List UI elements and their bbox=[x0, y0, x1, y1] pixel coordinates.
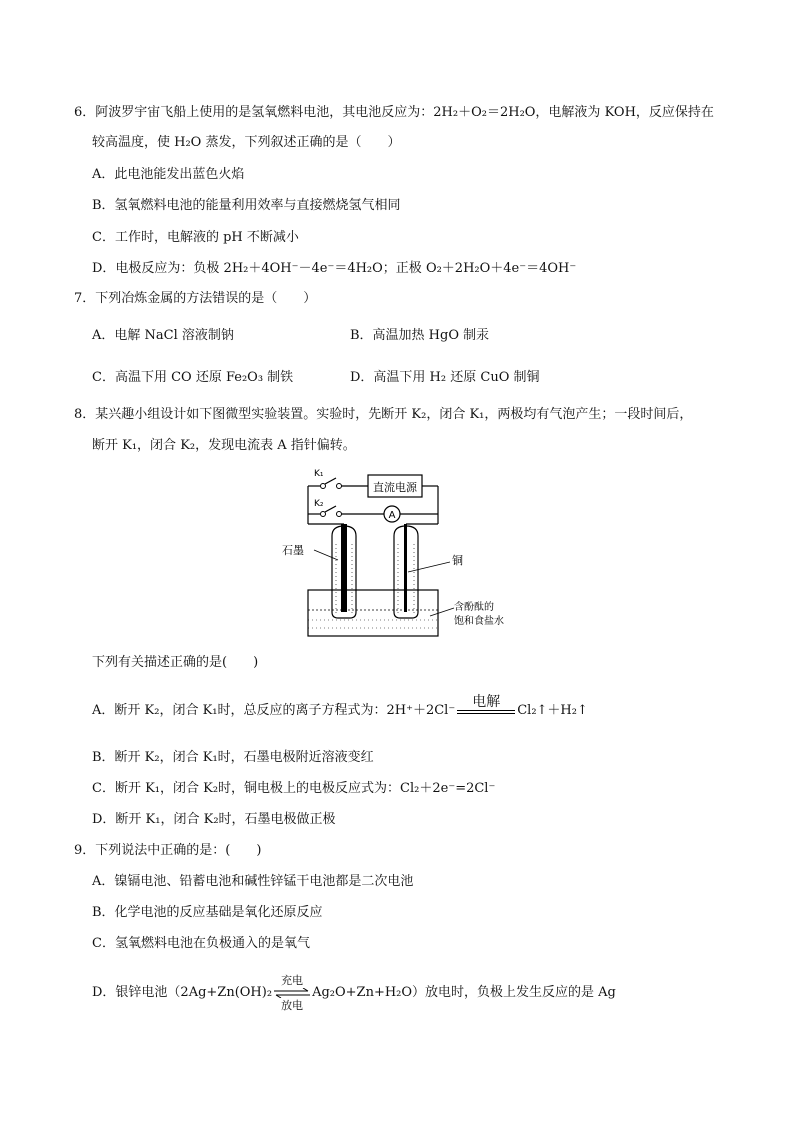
q8-stem-line1: 8．某兴趣小组设计如下图微型实验装置。实验时，先断开 K₂，闭合 K₁，两极均有气泡产生；一段时间后， bbox=[74, 407, 693, 422]
q9-stem: 9．下列说法中正确的是：( ) bbox=[74, 843, 262, 858]
q8-option-a bbox=[92, 694, 588, 721]
q7-option-c: C．高温下用 CO 还原 Fe₂O₃ 制铁 bbox=[92, 370, 294, 385]
switch-k2-label: K₂ bbox=[314, 499, 324, 509]
discharge-condition: 放电 bbox=[281, 999, 304, 1012]
ammeter-label: A bbox=[388, 510, 396, 521]
q8-stem-line2: 断开 K₁，闭合 K₂，发现电流表 A 指针偏转。 bbox=[92, 438, 356, 453]
solution-label-1: 含酚酞的 bbox=[454, 602, 494, 613]
q8-option-b: B．断开 K₂，闭合 K₁时，石墨电极附近溶液变红 bbox=[92, 750, 374, 765]
q8-option-a-left: A．断开 K₂，闭合 K₁时，总反应的离子方程式为：2H⁺＋2Cl⁻ bbox=[92, 703, 456, 718]
q9-option-a: A．镍镉电池、铅蓄电池和碱性锌锰干电池都是二次电池 bbox=[92, 874, 414, 889]
q9-option-d-left: D．银锌电池（2Ag+Zn(OH)₂ bbox=[92, 985, 273, 1000]
q7-option-d: D．高温下用 H₂ 还原 CuO 制铜 bbox=[350, 370, 540, 385]
q8-ask: 下列有关描述正确的是( ) bbox=[92, 655, 259, 670]
q6-option-a: A．此电池能发出蓝色火焰 bbox=[92, 167, 245, 182]
charge-condition: 充电 bbox=[281, 974, 304, 987]
electrolysis-apparatus-figure bbox=[280, 464, 530, 642]
q9-option-c: C．氢氧燃料电池在负极通入的是氧气 bbox=[92, 936, 310, 951]
electrolysis-condition: 电解 bbox=[472, 694, 501, 710]
copper-label: 铜 bbox=[452, 554, 463, 567]
q9-option-d bbox=[92, 974, 616, 1012]
q9-option-b: B．化学电池的反应基础是氧化还原反应 bbox=[92, 905, 323, 920]
q8-option-a-right: Cl₂↑＋H₂↑ bbox=[517, 703, 588, 718]
q6-option-b: B．氢氧燃料电池的能量利用效率与直接燃烧氢气相同 bbox=[92, 198, 401, 213]
q7-option-a: A．电解 NaCl 溶液制钠 bbox=[92, 328, 234, 343]
q7-stem: 7．下列冶炼金属的方法错误的是（ ） bbox=[74, 291, 317, 306]
q6-option-d: D．电极反应为：负极 2H₂＋4OH⁻－4e⁻＝4H₂O；正极 O₂＋2H₂O＋4e⁻＝4OH⁻ bbox=[92, 261, 577, 276]
q6-stem-line2: 较高温度，使 H₂O 蒸发，下列叙述正确的是（ ） bbox=[92, 135, 401, 150]
q9-option-d-right: Ag₂O+Zn+H₂O）放电时，负极上发生反应的是 Ag bbox=[312, 985, 616, 1000]
graphite-label: 石墨 bbox=[282, 544, 304, 557]
q8-option-d: D．断开 K₁，闭合 K₂时，石墨电极做正极 bbox=[92, 812, 336, 827]
solution-label-2: 饱和食盐水 bbox=[454, 616, 504, 627]
q6-option-c: C．工作时，电解液的 pH 不断减小 bbox=[92, 230, 299, 245]
switch-k1-label: K₁ bbox=[314, 469, 324, 479]
power-supply-label: 直流电源 bbox=[373, 481, 417, 494]
q6-stem-line1: 6．阿波罗宇宙飞船上使用的是氢氧燃料电池，其电池反应为：2H₂＋O₂＝2H₂O，电解液为 KOH，反应保持在 bbox=[74, 105, 714, 120]
q7-option-b: B．高温加热 HgO 制汞 bbox=[350, 328, 490, 343]
q8-option-c: C．断开 K₁，闭合 K₂时，铜电极上的电极反应式为：Cl₂＋2e⁻=2Cl⁻ bbox=[92, 781, 496, 796]
